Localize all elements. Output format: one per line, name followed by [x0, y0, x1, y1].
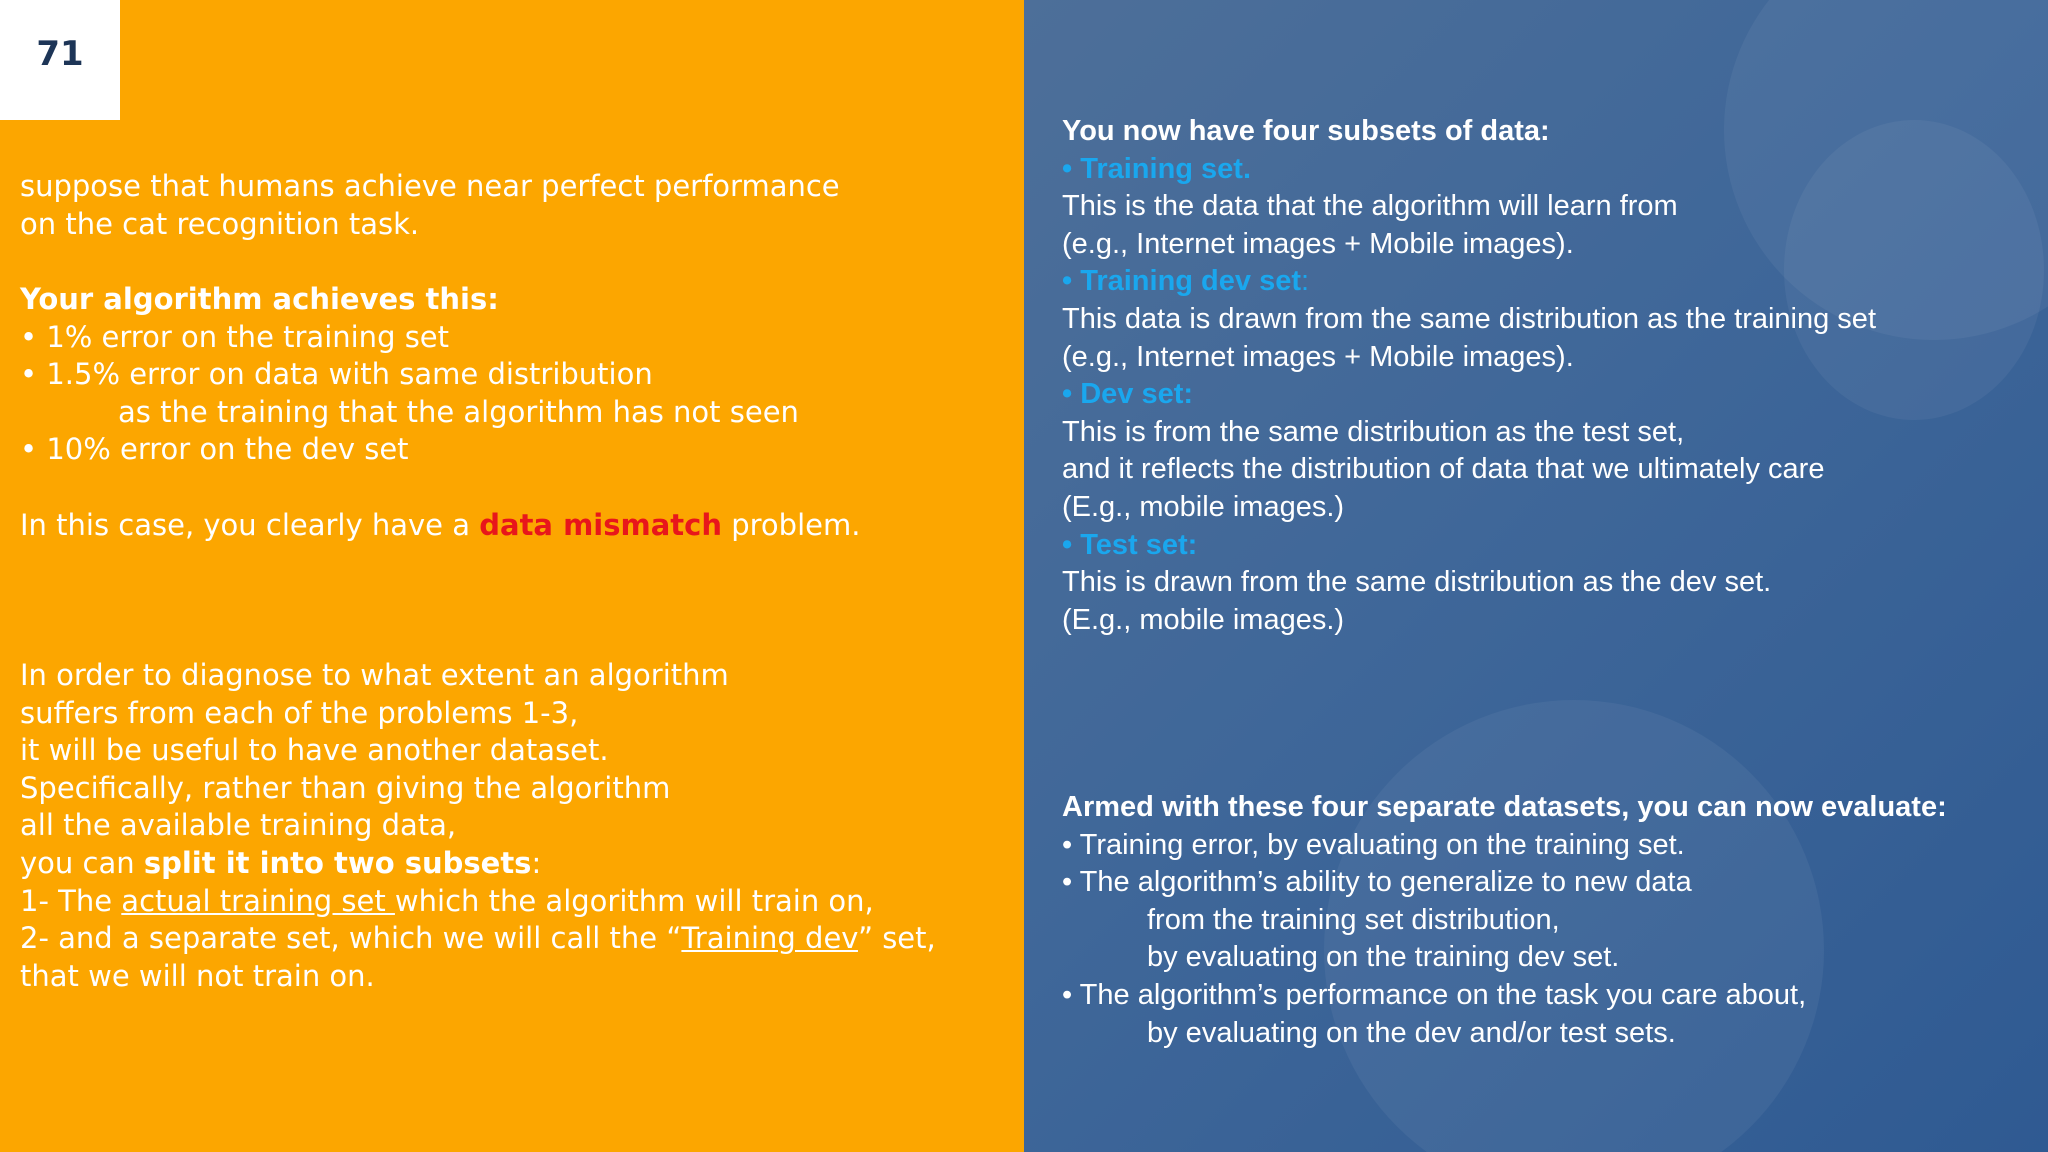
split-prefix: you can	[20, 845, 144, 880]
item2-underlined: Training dev	[681, 921, 858, 956]
page-number: 71	[36, 34, 84, 74]
mismatch-prefix: In this case, you clearly have a	[20, 508, 480, 542]
diagnose-line: Specifically, rather than giving the algorithm	[20, 770, 671, 805]
subset-title: • Training dev set:	[1062, 265, 1310, 298]
subset-description: This is from the same distribution as the test set,	[1062, 415, 1685, 448]
right-panel	[1024, 0, 2048, 1152]
intro-line: suppose that humans achieve near perfect performance	[20, 169, 840, 203]
bullet-continuation: as the training that the algorithm has not seen	[118, 394, 799, 429]
subsets-section	[1062, 113, 1876, 639]
diagnose-line: In order to diagnose to what extent an algorithm	[20, 658, 729, 692]
bullet-item: • 1.5% error on data with same distribution	[20, 357, 653, 392]
evaluation-item: • The algorithm’s ability to generalize to new data	[1062, 866, 1692, 899]
algorithm-heading: Your algorithm achieves this:	[20, 282, 499, 316]
item1-prefix: 1- The	[20, 883, 122, 918]
bullet-item: • 10% error on the dev set	[20, 432, 409, 467]
subsets-heading: You now have four subsets of data:	[1062, 115, 1550, 147]
split-bold: split it into two subsets	[143, 845, 532, 880]
evaluation-item: • The algorithm’s performance on the task you care about,	[1062, 978, 1807, 1011]
diagnose-line: it will be useful to have another dataset.	[20, 733, 609, 768]
subset-description: (E.g., mobile images.)	[1062, 490, 1345, 523]
subset-title: • Dev set:	[1062, 378, 1194, 411]
subset-description: (E.g., mobile images.)	[1062, 603, 1345, 636]
algorithm-results	[20, 281, 799, 469]
subset-description: and it reflects the distribution of data that we ultimately care	[1062, 453, 1825, 486]
evaluation-continuation: by evaluating on the training dev set.	[1147, 941, 1620, 974]
evaluation-continuation: by evaluating on the dev and/or test sets.	[1147, 1016, 1676, 1049]
diagnose-line: suffers from each of the problems 1-3,	[20, 695, 579, 730]
mismatch-suffix: problem.	[722, 508, 861, 542]
page-number-box	[0, 0, 120, 120]
closing-line: that we will not train on.	[20, 958, 375, 993]
subset-item-2	[20, 920, 936, 958]
item2-prefix: 2- and a separate set, which we will call the “	[20, 921, 682, 956]
intro-line: on the cat recognition task.	[20, 206, 420, 241]
intro-paragraph	[20, 168, 840, 243]
subset-description: This is the data that the algorithm will learn from	[1062, 190, 1678, 223]
mismatch-statement	[20, 507, 860, 545]
bullet-item: • 1% error on the training set	[20, 319, 450, 354]
evaluation-continuation: from the training set distribution,	[1147, 903, 1560, 936]
subset-description: (e.g., Internet images + Mobile images).	[1062, 227, 1574, 260]
split-line	[20, 845, 936, 883]
split-suffix: :	[531, 845, 542, 880]
item1-suffix: which the algorithm will train on,	[394, 883, 874, 918]
evaluation-heading: Armed with these four separate datasets, you can now evaluate:	[1062, 791, 1947, 823]
item1-underlined: actual training set	[121, 883, 395, 918]
subset-description: This is drawn from the same distribution as the dev set.	[1062, 566, 1772, 599]
evaluation-item: • Training error, by evaluating on the training set.	[1062, 828, 1685, 861]
mismatch-highlight: data mismatch	[479, 508, 722, 542]
subset-description: This data is drawn from the same distribution as the training set	[1062, 302, 1876, 335]
subset-description: (e.g., Internet images + Mobile images).	[1062, 340, 1574, 373]
subset-title: • Training set.	[1062, 152, 1252, 185]
diagnose-line: all the available training data,	[20, 808, 457, 843]
subset-title: • Test set:	[1062, 528, 1198, 561]
subset-item-1	[20, 883, 936, 921]
evaluation-section	[1062, 789, 1947, 1052]
diagnose-paragraph	[20, 657, 936, 995]
item2-suffix: ” set,	[857, 921, 936, 956]
